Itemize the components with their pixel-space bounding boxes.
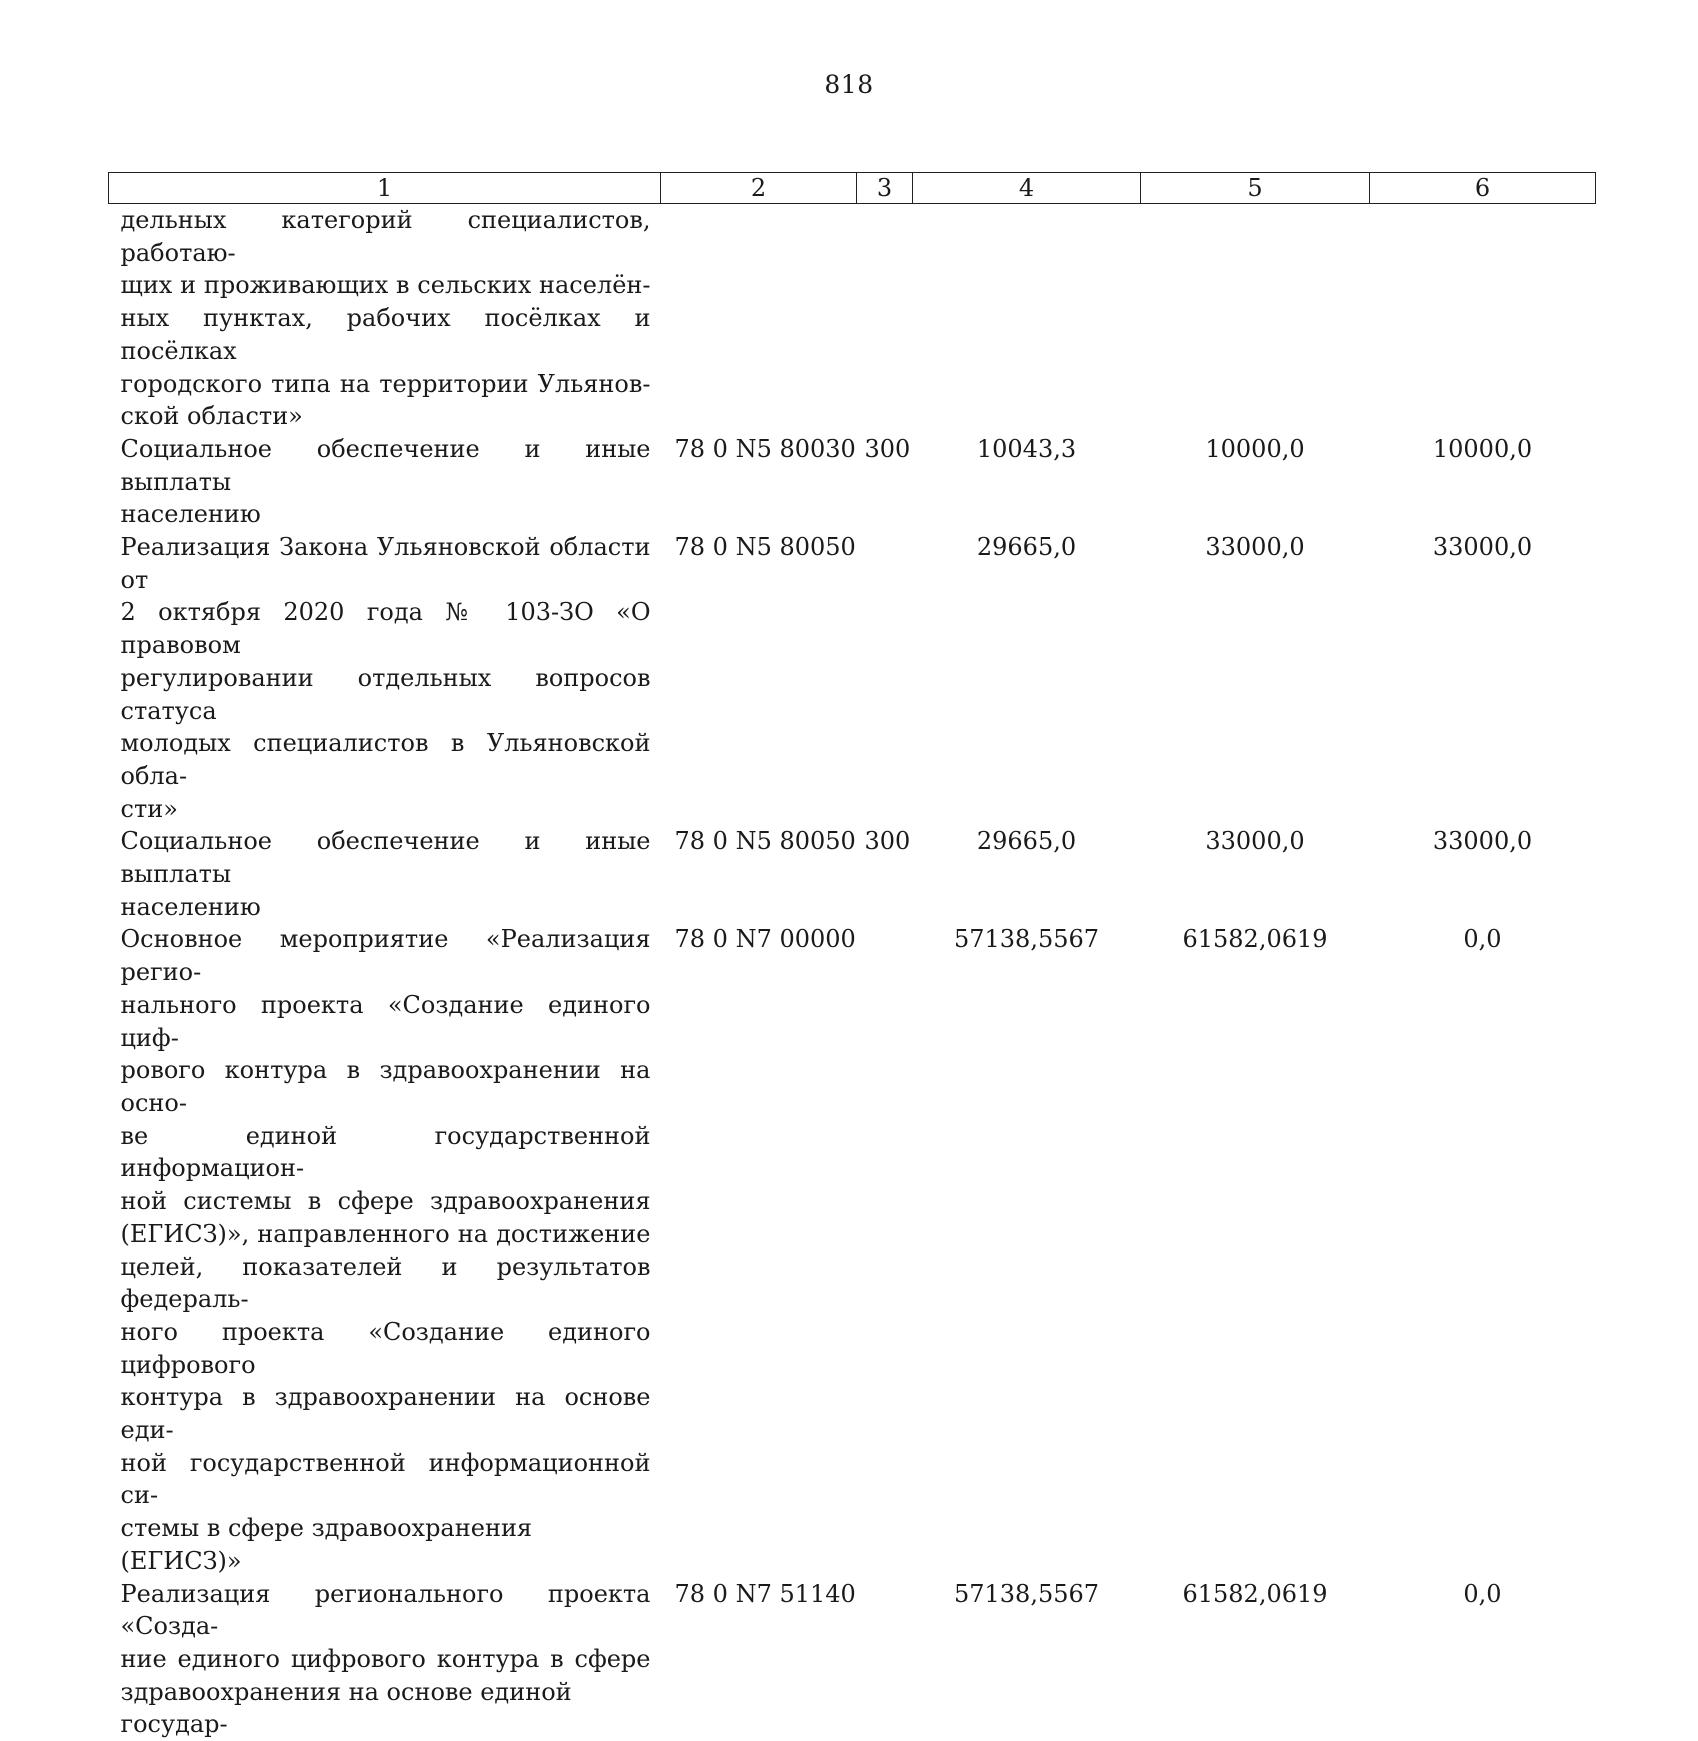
row-value-col-5: 10000,0 — [1141, 433, 1370, 531]
table-body — [109, 204, 1596, 1741]
row-name-line: ние единого цифрового контура в сфере — [121, 1643, 651, 1676]
row-name-line: целей, показателей и результатов федераль- — [121, 1251, 651, 1316]
row-name-line: ного проекта «Создание единого цифрового — [121, 1316, 651, 1381]
row-name-cell — [109, 825, 661, 923]
row-value-col-5: 33000,0 — [1141, 531, 1370, 825]
row-name-line: дельных категорий специалистов, работаю- — [121, 204, 651, 269]
table-row — [109, 923, 1596, 1577]
row-kind-cell: 300 — [857, 433, 913, 531]
row-value-col-6 — [1370, 204, 1596, 433]
row-value-col-4: 57138,5567 — [913, 1578, 1141, 1741]
row-name-line: ной системы в сфере здравоохранения — [121, 1185, 651, 1218]
row-name-line: молодых специалистов в Ульяновской обла- — [121, 727, 651, 792]
row-name-line: контура в здравоохранении на основе еди- — [121, 1381, 651, 1446]
row-name-line: Социальное обеспечение и иные выплаты — [121, 825, 651, 890]
header-col-1: 1 — [109, 173, 661, 204]
header-col-4: 4 — [913, 173, 1141, 204]
table-row — [109, 204, 1596, 433]
row-name-line: ных пунктах, рабочих посёлках и посёлках — [121, 302, 651, 367]
budget-table — [108, 172, 1596, 1741]
row-value-col-6: 33000,0 — [1370, 825, 1596, 923]
row-kind-cell — [857, 531, 913, 825]
row-name-line: городского типа на территории Ульянов- — [121, 368, 651, 401]
row-name-line: Реализация регионального проекта «Созда- — [121, 1578, 651, 1643]
row-kind-cell — [857, 923, 913, 1577]
row-name-line: щих и проживающих в сельских населён- — [121, 269, 651, 302]
row-name-cell — [109, 433, 661, 531]
row-name-cell — [109, 1578, 661, 1741]
row-name-line: ной государственной информационной си- — [121, 1447, 651, 1512]
row-name-line: Основное мероприятие «Реализация регио- — [121, 923, 651, 988]
header-col-2: 2 — [661, 173, 857, 204]
row-value-col-4: 57138,5567 — [913, 923, 1141, 1577]
row-name-cell — [109, 531, 661, 825]
header-col-5: 5 — [1141, 173, 1370, 204]
row-name-line: нального проекта «Создание единого циф- — [121, 989, 651, 1054]
row-value-col-4: 10043,3 — [913, 433, 1141, 531]
row-name-line: 2 октября 2020 года № 103-ЗО «О правовом — [121, 596, 651, 661]
row-name-line: регулировании отдельных вопросов статуса — [121, 662, 651, 727]
row-value-col-5 — [1141, 204, 1370, 433]
row-name-line: ве единой государственной информацион- — [121, 1120, 651, 1185]
row-code-cell: 78 0 N7 51140 — [661, 1578, 857, 1741]
table-row — [109, 825, 1596, 923]
row-code-cell: 78 0 N5 80030 — [661, 433, 857, 531]
header-col-6: 6 — [1370, 173, 1596, 204]
row-name-line: здравоохранения на основе единой государ- — [121, 1676, 651, 1741]
row-value-col-6: 33000,0 — [1370, 531, 1596, 825]
row-code-cell: 78 0 N5 80050 — [661, 531, 857, 825]
page-number: 818 — [0, 70, 1698, 99]
header-row — [109, 173, 1596, 204]
row-name-line: сти» — [121, 793, 651, 826]
row-name-line: ской области» — [121, 400, 651, 433]
row-value-col-5: 61582,0619 — [1141, 1578, 1370, 1741]
row-name-cell — [109, 204, 661, 433]
row-value-col-6: 10000,0 — [1370, 433, 1596, 531]
table-row — [109, 433, 1596, 531]
header-col-3: 3 — [857, 173, 913, 204]
row-name-line: (ЕГИСЗ)», направленного на достижение — [121, 1218, 651, 1251]
row-name-line: Социальное обеспечение и иные выплаты — [121, 433, 651, 498]
row-name-line: населению — [121, 498, 651, 531]
row-code-cell: 78 0 N5 80050 — [661, 825, 857, 923]
row-kind-cell — [857, 204, 913, 433]
row-name-line: Реализация Закона Ульяновской области от — [121, 531, 651, 596]
row-value-col-5: 61582,0619 — [1141, 923, 1370, 1577]
row-value-col-4 — [913, 204, 1141, 433]
row-value-col-4: 29665,0 — [913, 825, 1141, 923]
row-value-col-5: 33000,0 — [1141, 825, 1370, 923]
row-code-cell: 78 0 N7 00000 — [661, 923, 857, 1577]
row-name-cell — [109, 923, 661, 1577]
table-row — [109, 1578, 1596, 1741]
row-kind-cell: 300 — [857, 825, 913, 923]
table-header — [109, 173, 1596, 204]
row-value-col-6: 0,0 — [1370, 1578, 1596, 1741]
row-code-cell — [661, 204, 857, 433]
row-name-line: стемы в сфере здравоохранения (ЕГИСЗ)» — [121, 1512, 651, 1577]
row-value-col-6: 0,0 — [1370, 923, 1596, 1577]
row-kind-cell — [857, 1578, 913, 1741]
row-name-line: рового контура в здравоохранении на осно- — [121, 1054, 651, 1119]
table-row — [109, 531, 1596, 825]
row-name-line: населению — [121, 891, 651, 924]
row-value-col-4: 29665,0 — [913, 531, 1141, 825]
